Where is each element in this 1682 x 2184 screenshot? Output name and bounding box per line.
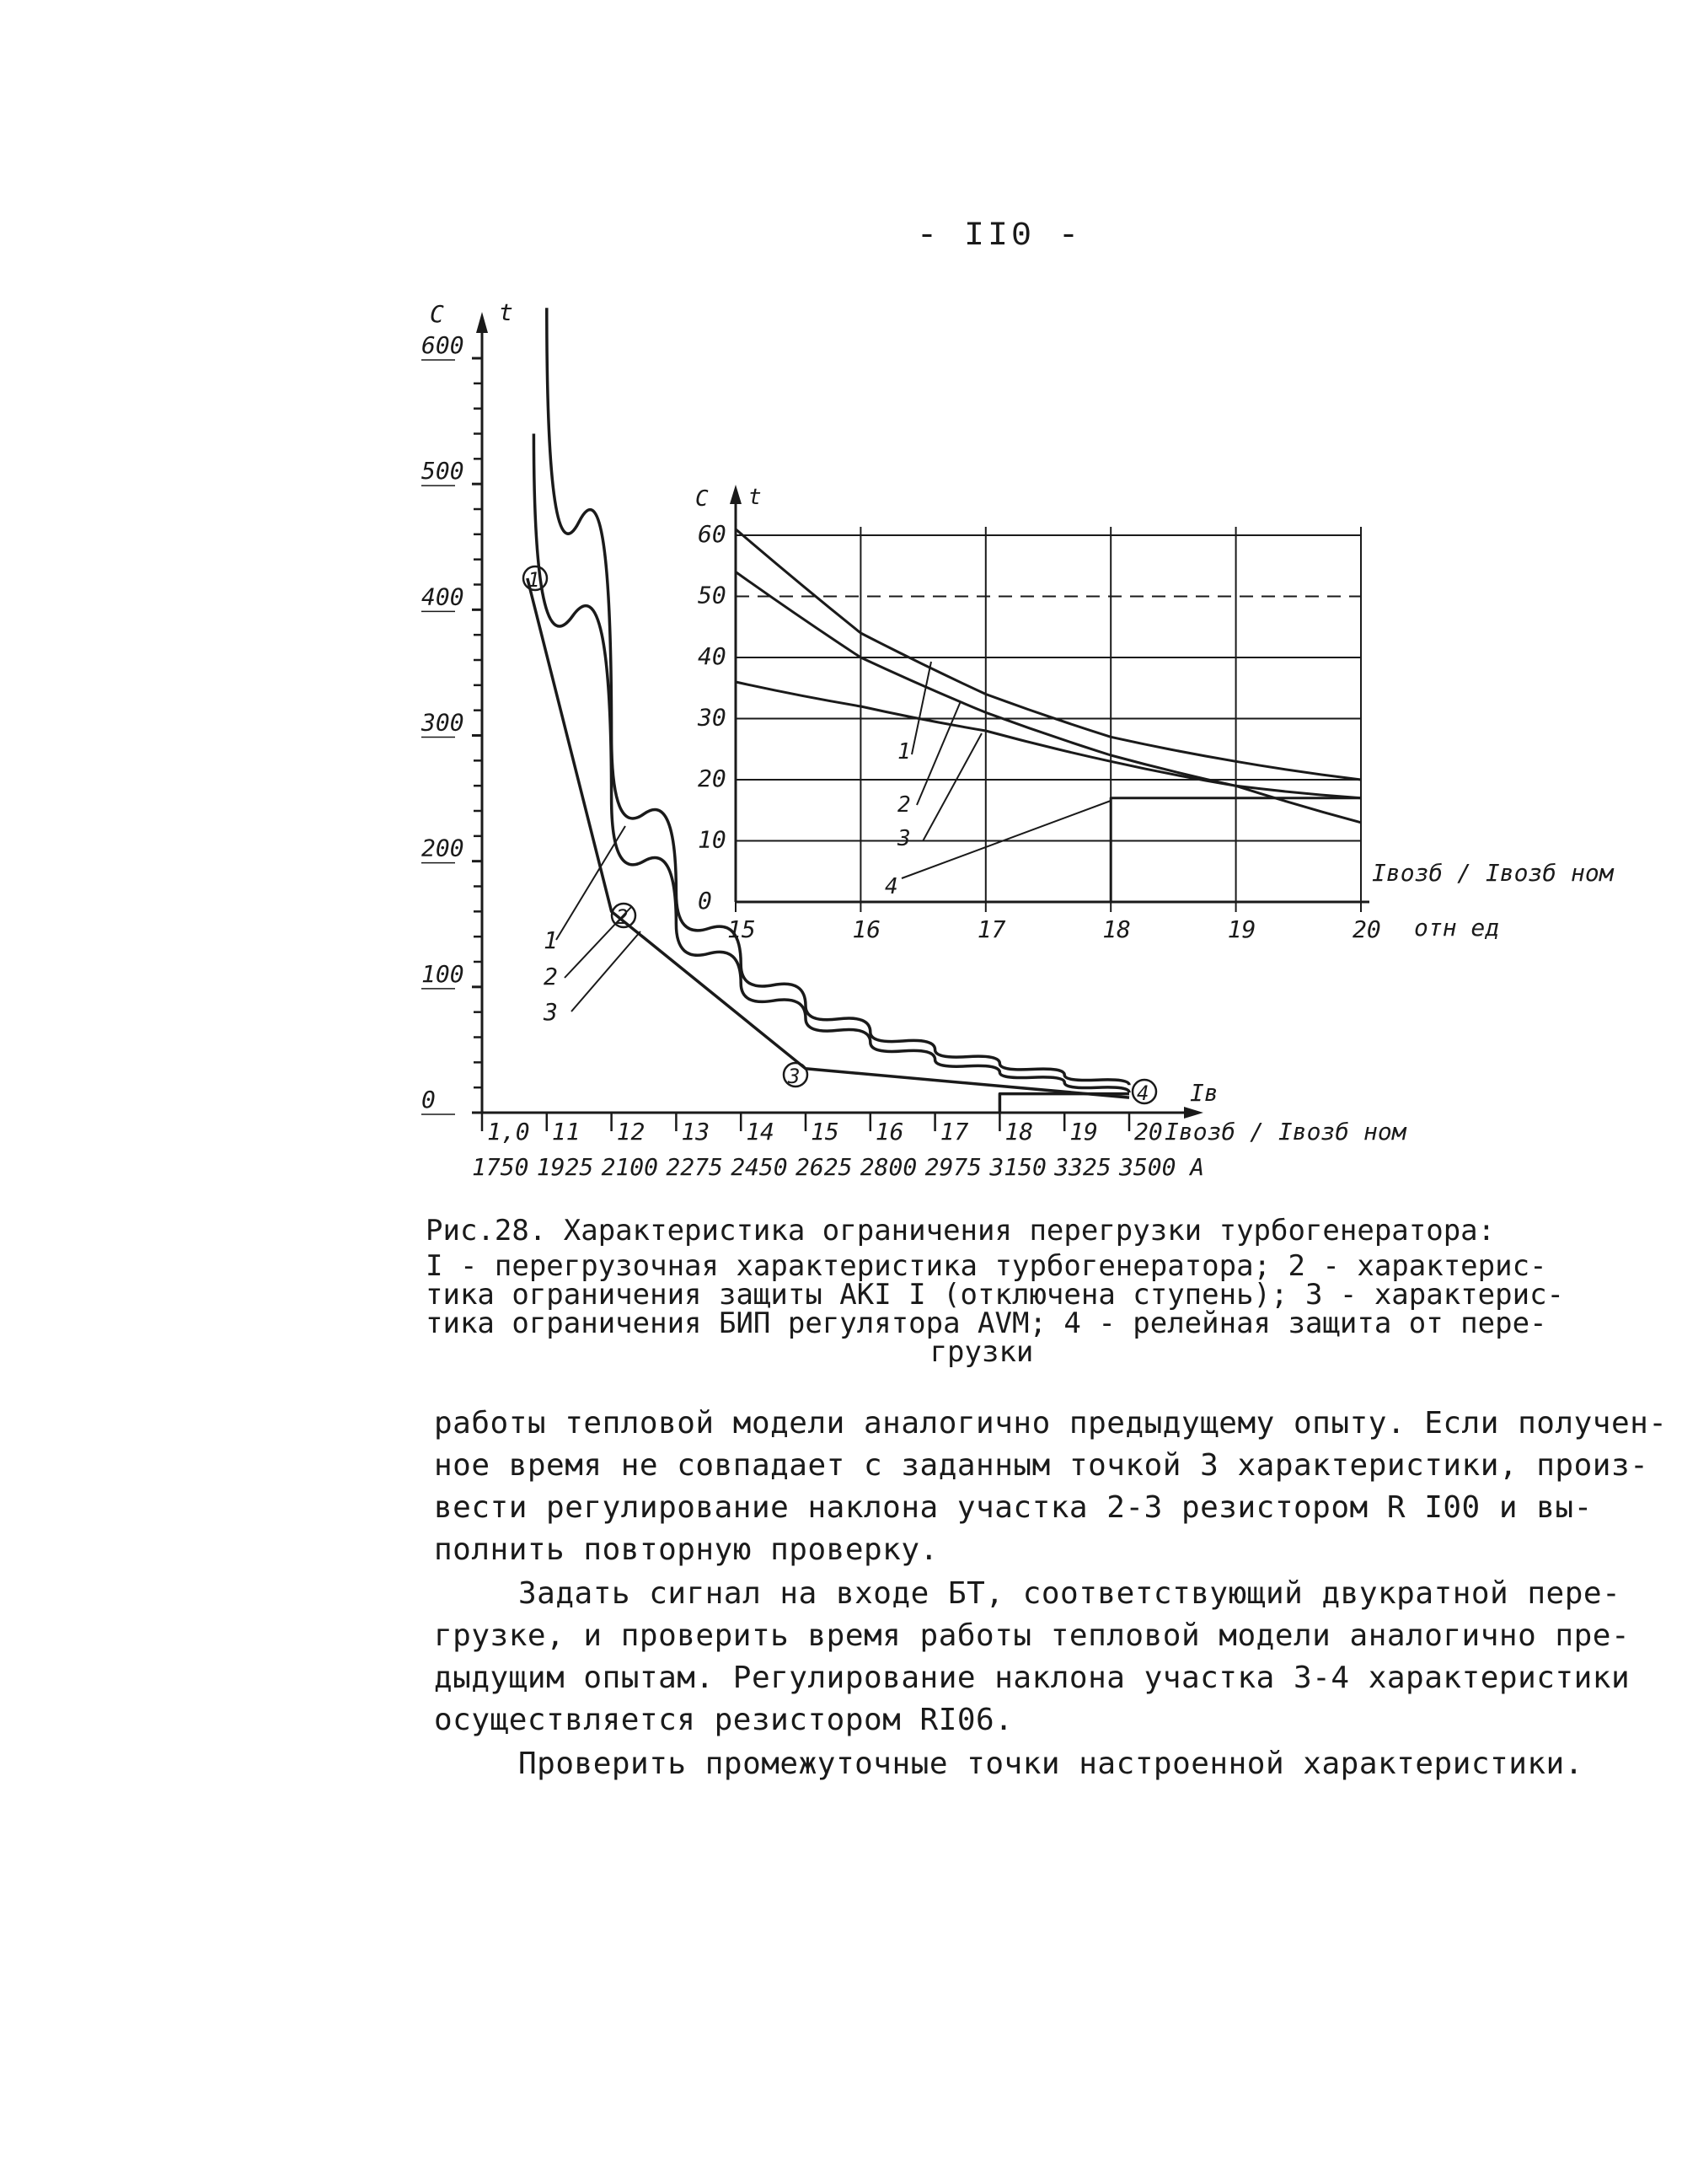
main-x-tick-amp-label: 2450 [731,1153,788,1181]
caption-line-2: I - перегрузочная характеристика турбогенератора; 2 - характерис- [426,1249,1547,1283]
main-x-tick-amp-label: 3500 A [1119,1153,1205,1181]
main-x-tick-label: 1,0 [487,1118,530,1146]
point-marker-3 [784,1063,807,1088]
inset-x-tick-label: 16 [852,915,881,943]
main-y-tick-label: 100 [421,959,464,988]
caption-line-5: грузки [929,1335,1034,1369]
main-x-tick-label: 13 [681,1118,710,1146]
main-curve-label-1: 1 [544,926,558,954]
point-marker-4 [1133,1080,1156,1105]
main-curve-label-2: 2 [544,963,558,990]
page-number: - II0 - [917,217,1083,255]
inset-x-tick-label: 18 [1102,915,1131,943]
main-x-tick-label: 11 [551,1118,581,1146]
inset-x-unit: отн ед [1414,914,1500,942]
svg-text:4: 4 [1137,1081,1149,1105]
inset-curve-label-2: 2 [897,792,911,818]
inset-y-tick-label: 40 [698,642,726,670]
body-line-3: вести регулирование наклона участка 2-3 резистором R I00 и вы- [434,1490,1593,1525]
main-x-tick-label: 16 [875,1118,904,1146]
svg-text:2: 2 [616,905,629,929]
main-x-tick-amp-label: 1750 [472,1153,529,1181]
body-line-9: Проверить промежуточные точки настроенной характеристики. [518,1747,1583,1781]
main-y-label-c: C [430,300,444,328]
inset-x-tick-label: 19 [1227,915,1256,943]
main-y-tick-label: 300 [421,708,464,737]
main-y-tick-label: 200 [421,834,464,862]
inset-y-tick-label: 0 [698,887,712,915]
inset-y-tick-label: 50 [698,581,726,609]
main-x-tick-amp-label: 2275 [666,1153,723,1181]
body-line-6: грузке, и проверить время работы тепловой модели аналогично пре- [434,1618,1631,1653]
main-y-tick-label: 400 [421,582,464,611]
main-x-tick-amp-label: 2800 [860,1153,918,1181]
inset-y-label-t: t [748,485,762,510]
main-x-label: Iвозб / Iвозб ном [1165,1118,1406,1146]
main-x-tick-label: 20 [1134,1118,1163,1146]
inset-curve-label-4: 4 [885,874,898,899]
main-x-label-current: Iв [1190,1079,1219,1107]
main-x-tick-label: 18 [1004,1118,1034,1146]
svg-text:1: 1 [528,568,540,592]
main-y-label-t: t [499,298,513,326]
inset-curve-label-3: 3 [897,826,911,851]
main-x-tick-amp-label: 2975 [924,1153,983,1181]
caption-line-3: тика ограничения защиты АКI I (отключена ступень); 3 - характерис- [426,1278,1565,1312]
inset-curve-label-1: 1 [897,739,911,765]
caption-title: Рис.28. Характеристика ограничения перегрузки турбогенератора: [426,1214,1496,1248]
main-x-tick-label: 14 [746,1118,774,1146]
main-x-tick-amp-label: 2100 [601,1153,659,1181]
main-y-tick-label: 600 [421,331,464,359]
body-line-4: полнить повторную проверку. [434,1532,939,1567]
inset-y-tick-label: 30 [698,703,726,732]
inset-y-ticks [697,520,726,915]
main-x-tick-amp-label: 3325 [1054,1153,1112,1181]
main-y-tick-label: 500 [421,457,464,486]
inset-x-tick-label: 15 [727,915,756,943]
body-line-1: работы тепловой модели аналогично предыдущему опыту. Если получен- [434,1406,1668,1441]
main-x-tick-amp-label: 1925 [536,1153,594,1181]
main-x-tick-label: 12 [616,1118,645,1146]
main-x-tick-amp-label: 2625 [795,1153,853,1181]
inset-y-tick-label: 60 [698,520,726,548]
inset-x-tick-label: 20 [1353,915,1381,943]
main-x-ticks [472,1113,1204,1181]
inset-y-label-c: C [695,486,709,512]
inset-y-tick-label: 10 [698,825,726,854]
svg-text:3: 3 [788,1065,801,1088]
main-x-tick-amp-label: 3150 [989,1153,1047,1181]
main-x-tick-label: 15 [811,1118,839,1146]
main-x-tick-label: 17 [940,1118,969,1146]
inset-x-label: Iвозб / Iвозб ном [1372,859,1614,887]
body-line-2: ное время не совпадает с заданным точкой 3 характеристики, произ- [434,1448,1649,1483]
main-y-ticks [420,331,482,1114]
inset-x-tick-label: 17 [977,915,1006,943]
body-line-5: Задать сигнал на входе БТ, соответствующий двукратной пере- [518,1576,1621,1611]
main-curve-label-3: 3 [544,998,558,1026]
point-marker-1 [523,566,547,592]
main-y-tick-label: 0 [421,1086,436,1113]
inset-y-tick-label: 20 [698,765,726,792]
main-x-tick-label: 19 [1069,1118,1098,1146]
body-line-8: осуществляется резистором RI06. [434,1703,1014,1737]
caption-line-4: тика ограничения БИП регулятора AVM; 4 - релейная защита от пере- [426,1307,1547,1340]
body-line-7: дыдущим опытам. Регулирование наклона участка 3-4 характеристики [434,1661,1631,1695]
